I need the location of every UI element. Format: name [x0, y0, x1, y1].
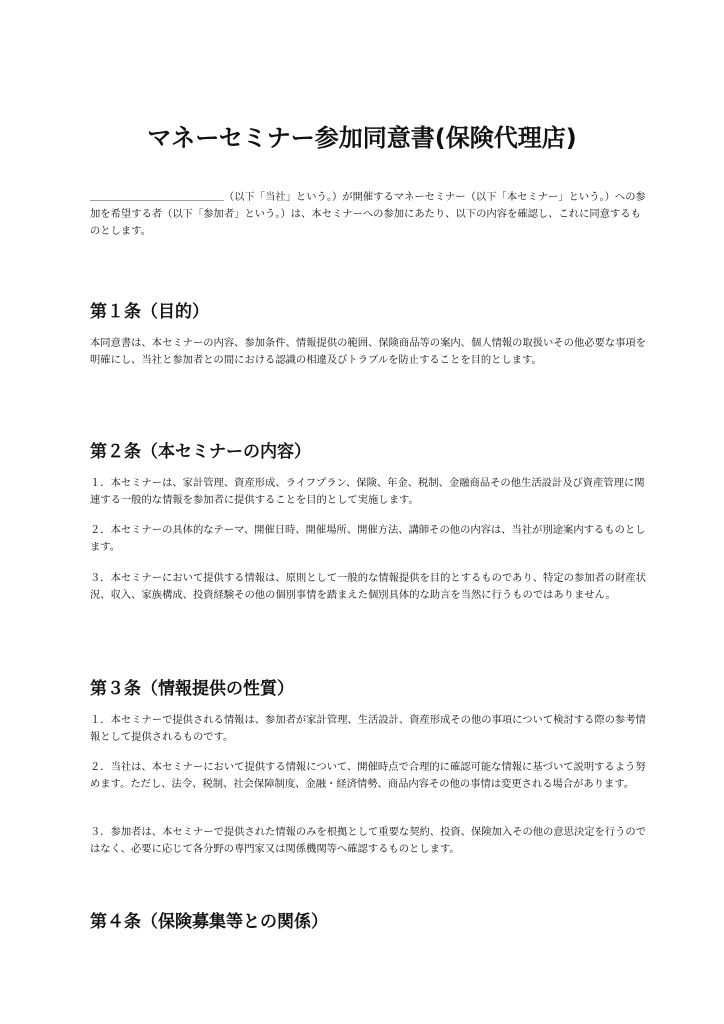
article-4-heading: 第４条（保険募集等との関係）: [90, 912, 328, 932]
article-2-heading: 第２条（本セミナーの内容）: [90, 442, 311, 462]
document-title: マネーセミナー参加同意書(保険代理店): [147, 124, 577, 152]
article-1-paragraph-1: 本同意書は、本セミナーの内容、参加条件、情報提供の範囲、保険商品等の案内、個人情報の取扱いその他必要な事項を明確にし、当社と参加者との間における認識の相違及びトラブルを防止することを目的とします。: [90, 337, 647, 366]
article-3-paragraph-3: ３．参加者は、本セミナーで提供された情報のみを根拠として重要な契約、投資、保険加入その他の意思決定を行うのではなく、必要に応じて各分野の専門家又は関係機関等へ確認するものとします。: [90, 826, 647, 855]
article-3-paragraph-2: ２．当社は、本セミナーにおいて提供する情報について、開催時点で合理的に確認可能な情報に基づいて説明するよう努めます。ただし、法令、税制、社会保障制度、金融・経済情勢、商品内容その他の事情は変更される場合があります。: [90, 761, 646, 790]
article-3-paragraph-1: １．本セミナーで提供される情報は、参加者が家計管理、生活設計、資産形成その他の事項について検討する際の参考情報として提供されるものです。: [90, 714, 646, 743]
article-2-paragraph-2: ２．本セミナーの具体的なテーマ、開催日時、開催場所、開催方法、講師その他の内容は、当社が別途案内するものとします。: [90, 524, 646, 553]
intro-paragraph: ＿＿＿＿＿＿＿＿＿＿＿＿＿（以下「当社」という。）が開催するマネーセミナー（以下「本セミナー」という。）への参加を希望する者（以下「参加者」という。）は、本セミナーへの参加にあたり、以下の内容を確認し、これに同意するものとします。: [90, 191, 646, 237]
article-2-paragraph-3: ３．本セミナーにおいて提供する情報は、原則として一般的な情報提供を目的とするものであり、特定の参加者の財産状況、収入、家族構成、投資経験その他の個別事情を踏まえた個別具体的な助言を当然に行うものではありません。: [90, 572, 647, 601]
article-1-heading: 第１条（目的）: [90, 302, 209, 322]
article-3-heading: 第３条（情報提供の性質）: [90, 679, 294, 699]
article-2-paragraph-1: １．本セミナーは、家計管理、資産形成、ライフプラン、保険、年金、税制、金融商品その他生活設計及び資産管理に関連する一般的な情報を参加者に提供することを目的として実施します。: [90, 477, 645, 506]
